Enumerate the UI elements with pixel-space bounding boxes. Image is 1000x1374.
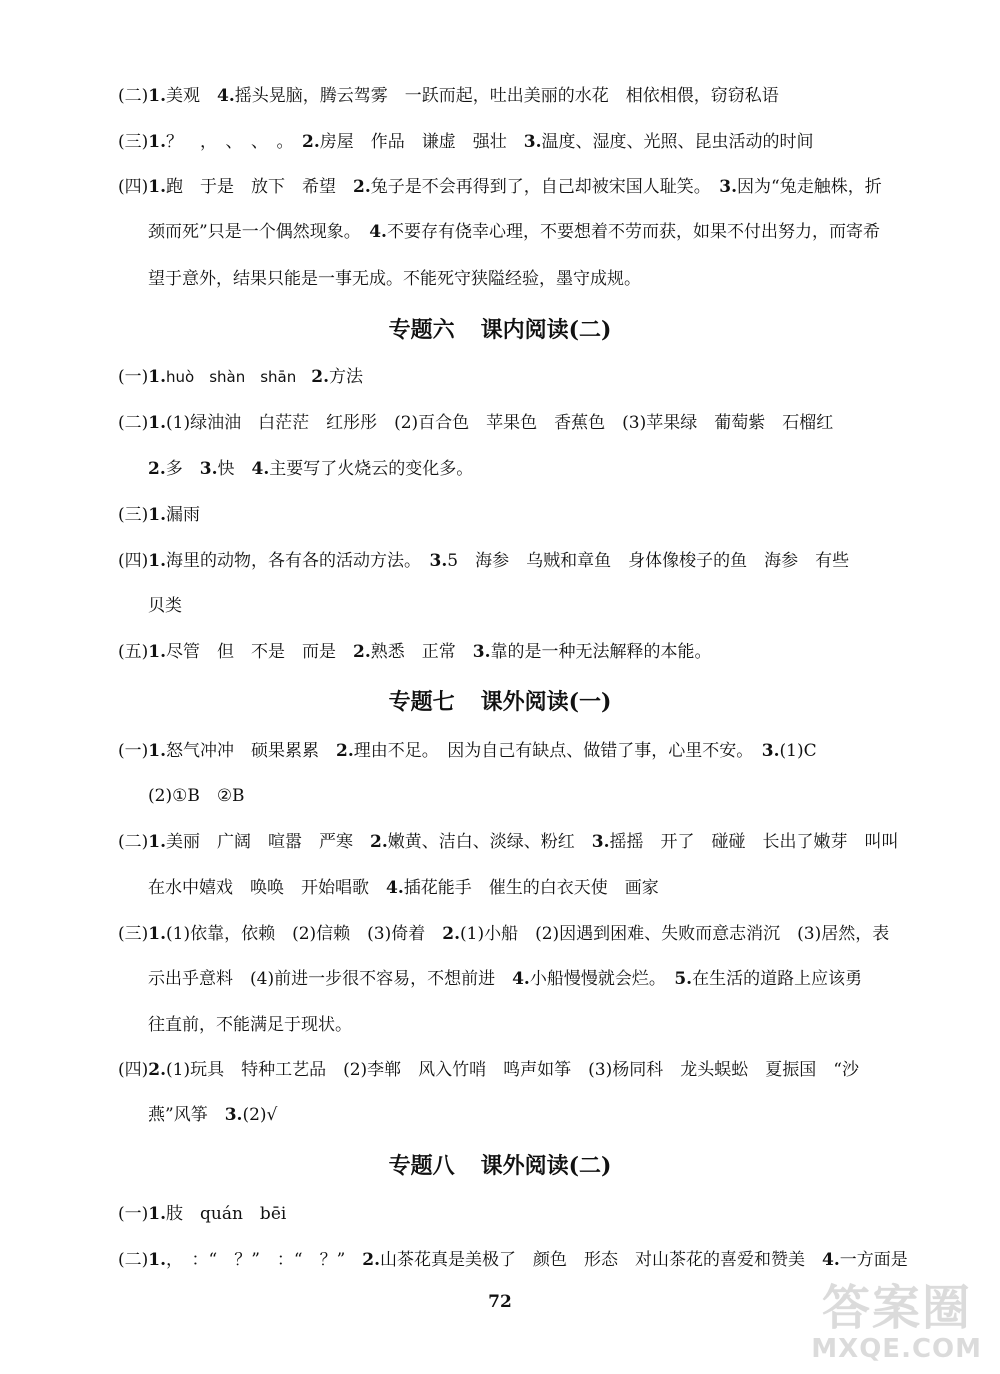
watermark-bottom-text: MXQE.COM [811, 1334, 982, 1364]
answer-line: 2.多 3.快 4.主要写了火烧云的变化多。 [148, 459, 474, 479]
page-number: 72 [488, 1292, 512, 1312]
answer-line: (三)1.？ ， 、 、 。 2.房屋 作品 谦虚 强壮 3.温度、湿度、光照、昆虫活动的时间 [118, 132, 814, 152]
answer-line: 往直前，不能满足于现状。 [148, 1015, 352, 1035]
answer-line: 示出乎意料 (4)前进一步很不容易，不想前进 4.小船慢慢就会烂。 5.在生活的道路上应该勇 [148, 969, 863, 989]
answer-line: (一)1.怒气冲冲 硕果累累 2.理由不足。 因为自己有缺点、做错了事，心里不安。 3.(1)C [118, 741, 817, 761]
answer-line: (四)1.海里的动物，各有各的活动方法。 3.5 海参 乌贼和章鱼 身体像梭子的鱼 海参 有些 [118, 551, 850, 571]
answer-line: (四)2.(1)玩具 特种工艺品 (2)李郸 风入竹哨 鸣声如筝 (3)杨同科 龙头蜈蚣 夏振国 “沙 [118, 1060, 859, 1080]
answer-line: (一)1.肢 quán bēi [118, 1204, 287, 1224]
section-heading: 专题八 课外阅读(二) [388, 1153, 612, 1179]
watermark-logo [762, 1269, 982, 1364]
answer-line: (三)1.漏雨 [118, 505, 201, 525]
answer-line: (三)1.(1)依靠，依赖 (2)信赖 (3)倚着 2.(1)小船 (2)因遇到困难、失败而意志消沉 (3)居然，表 [118, 924, 890, 944]
answer-line: (四)1.跑 于是 放下 希望 2.兔子是不会再得到了，自己却被宋国人耻笑。 3.因为“兔走触株，折 [118, 177, 882, 197]
answer-line: 在水中嬉戏 唤唤 开始唱歌 4.插花能手 催生的白衣天使 画家 [148, 878, 659, 898]
answer-line: 望于意外，结果只能是一事无成。不能死守狭隘经验，墨守成规。 [148, 269, 641, 289]
answer-line: (2)①B ②B [148, 786, 245, 806]
section-heading: 专题六 课内阅读(二) [388, 317, 612, 343]
answer-line: (二)1.美观 4.摇头晃脑，腾云驾雾 一跃而起，吐出美丽的水花 相依相偎，窃窃私语 [118, 86, 779, 106]
answer-line: (一)1.huò shàn shān 2.方法 [118, 367, 363, 387]
answer-line: (二)1.(1)绿油油 白茫茫 红彤彤 (2)百合色 苹果色 香蕉色 (3)苹果绿 葡萄紫 石榴红 [118, 413, 834, 433]
section-heading: 专题七 课外阅读(一) [388, 689, 612, 715]
answer-line: 贝类 [148, 596, 182, 616]
answer-line: (二)1.美丽 广阔 喧嚣 严寒 2.嫩黄、洁白、淡绿、粉红 3.摇摇 开了 碰碰 长出了嫩芽 叫叫 [118, 832, 899, 852]
answer-line: (五)1.尽管 但 不是 而是 2.熟悉 正常 3.靠的是一种无法解释的本能。 [118, 642, 712, 662]
watermark-top-text: 答案圈 [821, 1280, 972, 1336]
answer-line: 颈而死”只是一个偶然现象。 4.不要存有侥幸心理，不要想着不劳而获，如果不付出努力，而寄希 [148, 222, 880, 242]
answer-line: (二)1.， ：“ ？” ：“ ？” 2.山茶花真是美极了 颜色 形态 对山茶花的喜爱和赞美 4.一方面是 [118, 1250, 908, 1270]
answer-line: 燕”风筝 3.(2)√ [148, 1105, 278, 1125]
